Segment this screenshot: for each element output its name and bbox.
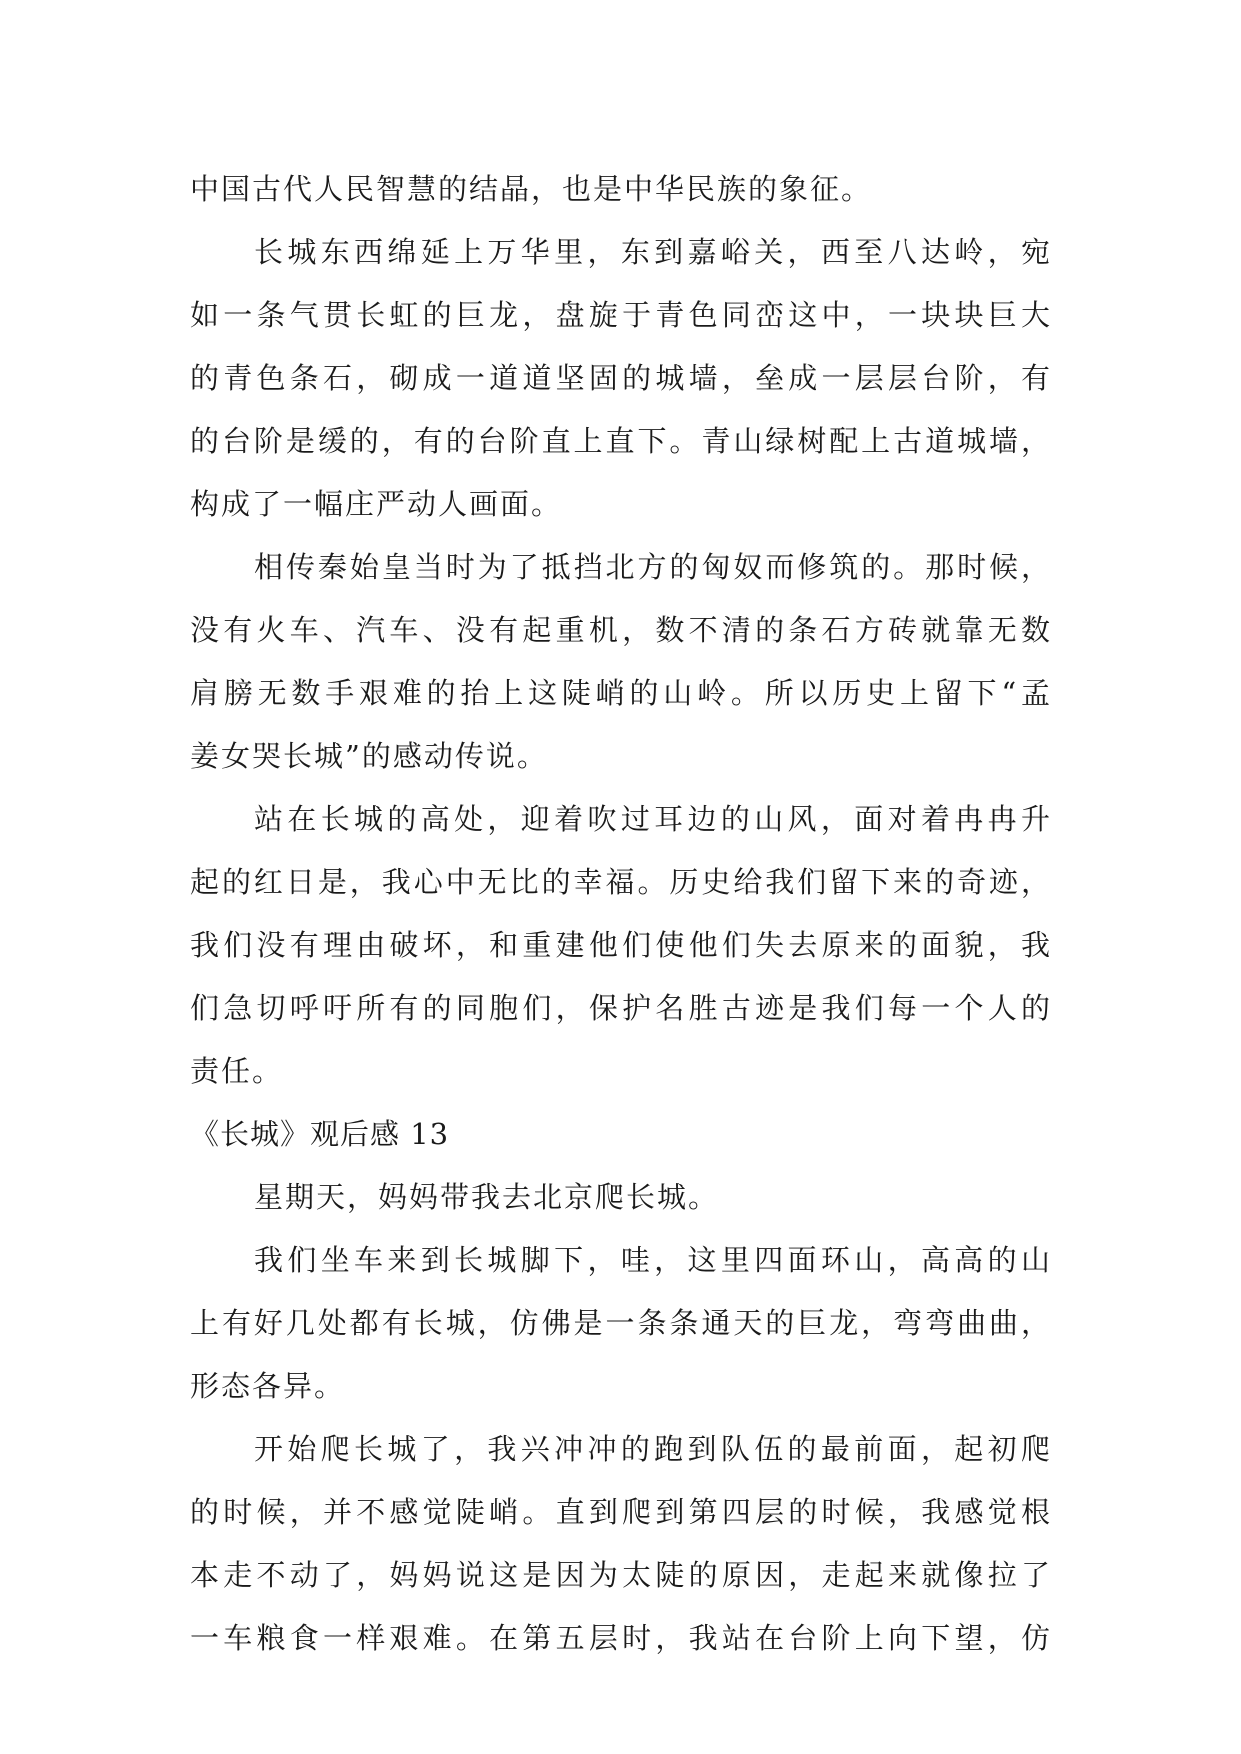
document-body: [190, 158, 1052, 1670]
text-line: 一车粮食一样艰难。在第五层时，我站在台阶上向下望，仿: [190, 1621, 1052, 1655]
paragraph-start-line: 站在长城的高处，迎着吹过耳边的山风，面对着冉冉升: [254, 802, 1052, 836]
text-line: 没有火车、汽车、没有起重机，数不清的条石方砖就靠无数: [190, 613, 1052, 647]
text-line: 如一条气贯长虹的巨龙，盘旋于青色同峦这中，一块块巨大: [190, 298, 1052, 332]
text-line: 们急切呼吁所有的同胞们，保护名胜古迹是我们每一个人的: [190, 991, 1052, 1025]
text-line: 姜女哭长城”的感动传说。: [190, 739, 548, 773]
text-line: 的台阶是缓的，有的台阶直上直下。青山绿树配上古道城墙，: [190, 424, 1052, 458]
text-line: 我们没有理由破坏，和重建他们使他们失去原来的面貌，我: [190, 928, 1052, 962]
text-line: 形态各异。: [190, 1369, 346, 1403]
text-line: 责任。: [190, 1054, 284, 1088]
paragraph-start-line: 开始爬长城了，我兴冲冲的跑到队伍的最前面，起初爬: [254, 1432, 1052, 1466]
paragraph-start-line: 我们坐车来到长城脚下，哇，这里四面环山，高高的山: [254, 1243, 1052, 1277]
text-line: 的时候，并不感觉陡峭。直到爬到第四层的时候，我感觉根: [190, 1495, 1052, 1529]
paragraph-start-line: 星期天，妈妈带我去北京爬长城。: [254, 1180, 720, 1214]
text-line: 构成了一幅庄严动人画面。: [190, 487, 563, 521]
text-line: 中国古代人民智慧的结晶，也是中华民族的象征。: [190, 172, 873, 206]
text-line: 肩膀无数手艰难的抬上这陡峭的山岭。所以历史上留下“孟: [190, 676, 1052, 710]
text-line: 起的红日是，我心中无比的幸福。历史给我们留下来的奇迹，: [190, 865, 1052, 899]
paragraph-start-line: 相传秦始皇当时为了抵挡北方的匈奴而修筑的。那时候，: [254, 550, 1052, 584]
paragraph-start-line: 长城东西绵延上万华里，东到嘉峪关，西至八达岭，宛: [254, 235, 1052, 269]
text-line: 的青色条石，砌成一道道坚固的城墙，垒成一层层台阶，有: [190, 361, 1052, 395]
section-heading: 《长城》观后感 13: [190, 1117, 450, 1151]
text-line: 上有好几处都有长城，仿佛是一条条通天的巨龙，弯弯曲曲，: [190, 1306, 1052, 1340]
text-line: 本走不动了，妈妈说这是因为太陡的原因，走起来就像拉了: [190, 1558, 1052, 1592]
